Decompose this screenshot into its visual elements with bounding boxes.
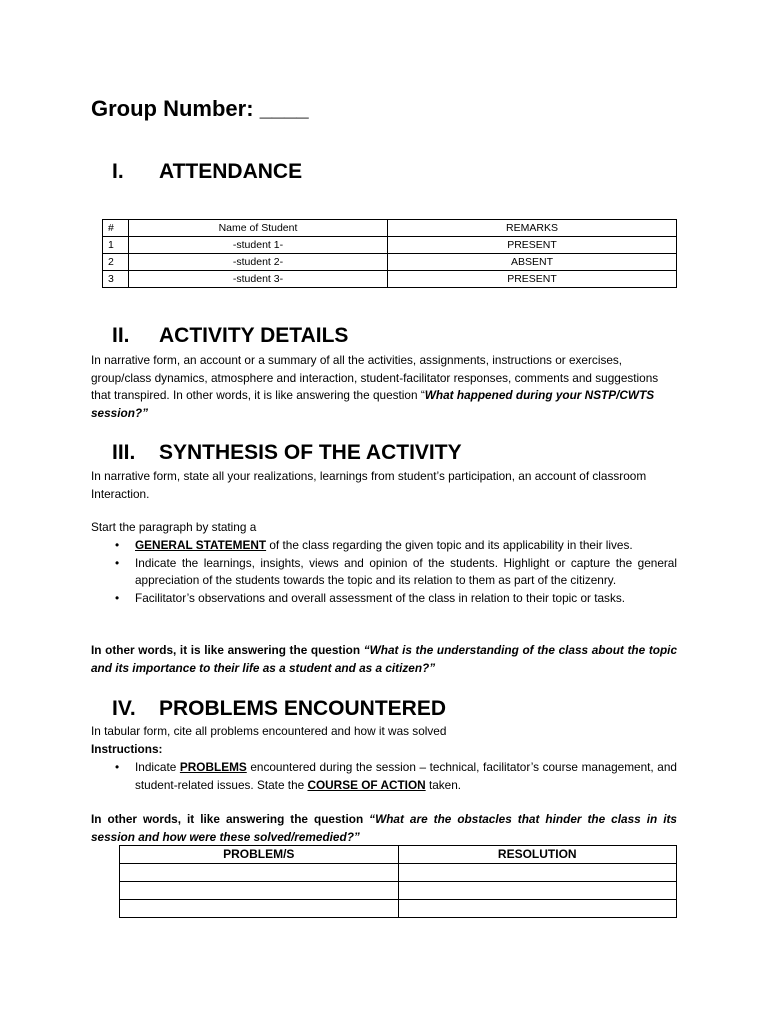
section-number: I. [112, 160, 124, 183]
closing-lead-text: In other words, it like answering the question [91, 812, 370, 826]
list-item [91, 759, 677, 794]
emphasis-text: PROBLEMS [179, 760, 247, 774]
instructions-label: Instructions: [91, 742, 163, 756]
table-cell: -student 3- [129, 271, 388, 288]
emphasis-text: COURSE OF ACTION [307, 777, 426, 792]
table-header-row [120, 846, 677, 864]
table-cell: -student 1- [129, 237, 388, 254]
table-row [120, 882, 677, 900]
column-header: Name of Student [129, 220, 388, 237]
problems-intro: In tabular form, cite all problems encountered and how it was solved [91, 724, 447, 738]
table-cell: ABSENT [388, 254, 677, 271]
list-item-text: Indicate [135, 760, 180, 774]
section-title: PROBLEMS ENCOUNTERED [159, 697, 447, 720]
list-item [91, 590, 677, 608]
table-cell: PRESENT [388, 271, 677, 288]
bullet-icon: • [115, 538, 120, 552]
table-cell: PRESENT [388, 237, 677, 254]
table-cell-input[interactable] [120, 864, 399, 882]
column-header: PROBLEM/S [120, 846, 399, 864]
problems-bullet-list [91, 759, 677, 794]
list-item-text: Indicate the learnings, insights, views and opinion of the students. Highlight or capture the general appreciation of the students towards the topic and its relation to them as part of the citizenry. [135, 555, 677, 587]
section-number: III. [112, 441, 136, 464]
table-cell: 3 [103, 271, 129, 288]
section-title: ATTENDANCE [159, 160, 303, 183]
activity-details-paragraph [91, 352, 677, 422]
group-number-blank: ____ [259, 96, 309, 121]
list-item [91, 555, 677, 590]
table-row [120, 900, 677, 918]
table-cell-input[interactable] [120, 900, 399, 918]
table-cell: 2 [103, 254, 129, 271]
bullet-icon: • [115, 760, 120, 774]
list-item [91, 537, 677, 555]
column-header: REMARKS [388, 220, 677, 237]
synthesis-heading [112, 441, 462, 465]
table-cell-input[interactable] [398, 882, 677, 900]
synthesis-start-text: Start the paragraph by stating a [91, 520, 257, 534]
section-number: II. [112, 324, 130, 347]
synthesis-closing [91, 642, 677, 677]
attendance-table [102, 219, 677, 288]
list-item-text: Facilitator’s observations and overall assessment of the class in relation to their topic or tasks. [135, 590, 626, 605]
list-item-text: of the class regarding the given topic and its applicability in their lives. [266, 538, 633, 552]
problems-heading [112, 697, 446, 721]
table-cell: -student 2- [129, 254, 388, 271]
section-number: IV. [112, 697, 136, 720]
activity-details-heading [112, 324, 348, 348]
table-cell-input[interactable] [398, 900, 677, 918]
group-number-heading [91, 96, 309, 122]
synthesis-intro: In narrative form, state all your realizations, learnings from student’s participation, an account of classroom Interaction. [91, 469, 647, 501]
section-title: ACTIVITY DETAILS [159, 324, 349, 347]
column-header: # [103, 220, 129, 237]
table-header-row [103, 220, 677, 237]
group-number-label: Group Number: [91, 96, 254, 121]
bullet-icon: • [115, 555, 120, 570]
list-item-text: encountered during the session – technical, facilitator’s course management, and student-related issues. State the [135, 760, 677, 792]
table-row [103, 254, 677, 271]
question-text: What happened during your NSTP/CWTS session?” [91, 388, 655, 420]
question-text: “What are the obstacles that hinder the class in its session and how were these solved/remedied?” [91, 812, 677, 844]
attendance-heading [112, 160, 302, 184]
column-header: RESOLUTION [398, 846, 677, 864]
bullet-icon: • [115, 590, 120, 605]
question-text: “What is the understanding of the class about the topic and its importance to their life as a student and as a citizen?” [91, 643, 678, 675]
table-cell-input[interactable] [398, 864, 677, 882]
closing-lead-text: In other words, it is like answering the question [91, 643, 364, 657]
table-row [103, 237, 677, 254]
section-title: SYNTHESIS OF THE ACTIVITY [159, 441, 462, 464]
emphasis-text: GENERAL STATEMENT [135, 538, 267, 552]
problems-closing [91, 811, 677, 846]
synthesis-bullet-list [91, 537, 677, 607]
table-row [103, 271, 677, 288]
table-row [120, 864, 677, 882]
table-cell: 1 [103, 237, 129, 254]
table-cell-input[interactable] [120, 882, 399, 900]
list-item-text: taken. [425, 777, 462, 792]
paragraph-text: In narrative form, an account or a summary of all the activities, assignments, instructions or exercises, group/class dynamics, atmosphere and interaction, student-facilitator responses, comments and suggestions that transpired. In other words, it is like answering the question “ [91, 353, 659, 402]
problems-table [119, 845, 677, 918]
